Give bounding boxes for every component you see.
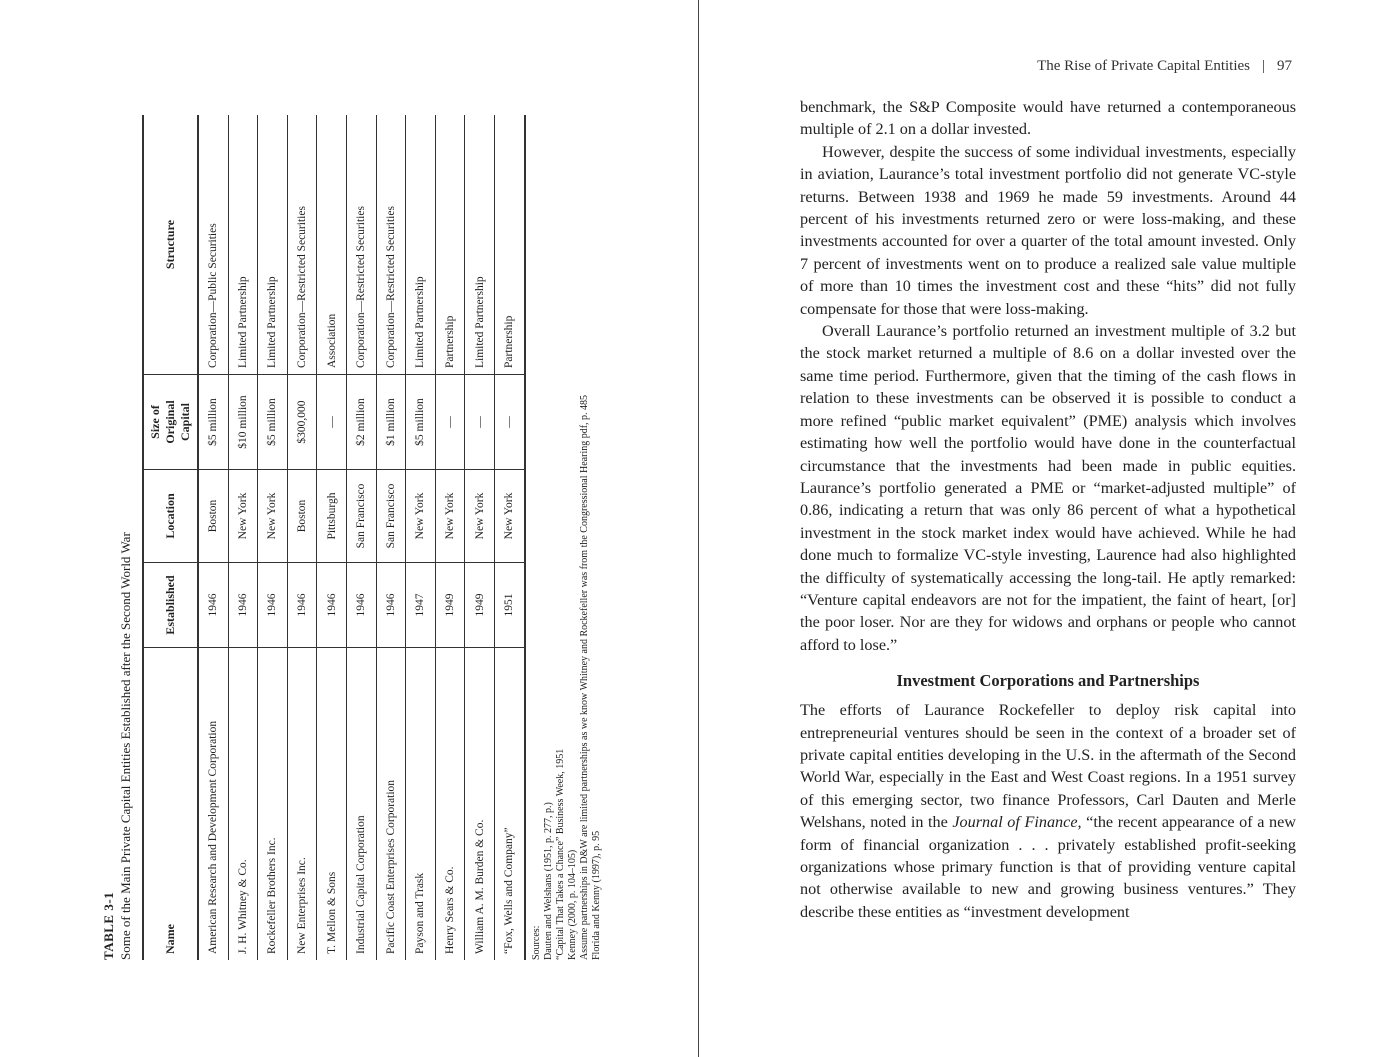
table-row — [228, 115, 258, 960]
cell-size: $5 million — [258, 375, 288, 470]
header-established: Established — [143, 563, 198, 648]
table-row — [435, 115, 465, 960]
header-size-line1: Size of — [148, 405, 162, 439]
cell-structure: Corporation—Restricted Securities — [376, 115, 406, 375]
cell-structure: Limited Partnership — [228, 115, 258, 375]
running-head-separator: | — [1261, 58, 1265, 74]
table-row — [406, 115, 436, 960]
header-size-line2: Original Capital — [163, 400, 192, 444]
body-text — [800, 96, 1296, 923]
header-structure: Structure — [143, 115, 198, 375]
cell-location: Pittsburgh — [317, 470, 347, 563]
cell-location: Boston — [287, 470, 317, 563]
cell-established: 1946 — [376, 563, 406, 648]
cell-size: $300,000 — [287, 375, 317, 470]
paragraph: Overall Laurance’s portfolio returned an investment multiple of 3.2 but the stock market returned a multiple of 8.6 on a dollar invested over the same time period. Furthermore, given that the timing of the cash flows in relation to these investments can be observed it is possible to conduct a more refined “public market equivalent” (PME) analysis which involves estimating how well the portfolio would have done in the counterfactual circumstance that the investments had been made in public equities. Laurance’s portfolio generated a PME or “market-adjusted multiple” of 0.86, indicating a return that was only 86 percent of what a hypothetical investment in the stock market index would have achieved. While he had done much to formalize VC-style investing, Laurence had also highlighted the difficulty of systematically accessing the long-tail. He aptly remarked: “Venture capital endeavors are not for the impatient, the faint of heart, [or] the poor loser. Nor are they for widows and orphans or people who cannot afford to lose.” — [800, 322, 1296, 654]
cell-location: New York — [494, 470, 524, 563]
cell-established: 1947 — [406, 563, 436, 648]
cell-location: Boston — [198, 470, 228, 563]
cell-structure: Limited Partnership — [465, 115, 495, 375]
cell-established: 1951 — [494, 563, 524, 648]
cell-established: 1946 — [346, 563, 376, 648]
table-row — [317, 115, 347, 960]
cell-structure: Limited Partnership — [406, 115, 436, 375]
cell-name: Pacific Coast Enterprises Corporation — [376, 648, 406, 961]
table-row — [258, 115, 288, 960]
header-location: Location — [143, 470, 198, 563]
paragraph-text-before: The efforts of Laurance Rockefeller to deploy risk capital into entrepreneurial ventures should be seen in the context of a broader set of private capital entities developing in the U.S. in the aftermath of the Second World War, especially in the East and West Coast regions. In a 1951 survey of this emerging sector, two finance Professors, Carl Dauten and Merle Welshans, noted in the — [800, 701, 1296, 832]
table-caption: Some of the Main Private Capital Entities Established after the Second World War — [118, 532, 133, 960]
running-head — [1037, 58, 1292, 75]
cell-established: 1946 — [287, 563, 317, 648]
cell-name: Henry Sears & Co. — [435, 648, 465, 961]
table-row — [287, 115, 317, 960]
cell-established: 1946 — [228, 563, 258, 648]
cell-established: 1946 — [198, 563, 228, 648]
cell-structure: Corporation—Restricted Securities — [287, 115, 317, 375]
rotated-table-block — [100, 110, 620, 960]
capital-entities-table — [142, 115, 526, 960]
cell-structure: Partnership — [435, 115, 465, 375]
cell-name: J. H. Whitney & Co. — [228, 648, 258, 961]
cell-established: 1949 — [465, 563, 495, 648]
table-row — [465, 115, 495, 960]
cell-location: New York — [258, 470, 288, 563]
cell-location: New York — [435, 470, 465, 563]
cell-size: $5 million — [198, 375, 228, 470]
cell-name: “Fox, Wells and Company” — [494, 648, 524, 961]
journal-title: Journal of Finance, — [952, 813, 1082, 832]
cell-structure: Corporation—Public Securities — [198, 115, 228, 375]
paragraph — [800, 699, 1296, 923]
paragraph: benchmark, the S&P Composite would have returned a contemporaneous multiple of 2.1 on a dollar invested. — [800, 98, 1296, 139]
header-name: Name — [143, 648, 198, 961]
table-row — [198, 115, 228, 960]
cell-size: — — [317, 375, 347, 470]
cell-structure: Partnership — [494, 115, 524, 375]
cell-established: 1946 — [317, 563, 347, 648]
table-label: TABLE 3-1 — [101, 891, 116, 960]
cell-location: San Francisco — [346, 470, 376, 563]
cell-name: Payson and Trask — [406, 648, 436, 961]
running-head-title: The Rise of Private Capital Entities — [1037, 58, 1250, 74]
cell-location: New York — [406, 470, 436, 563]
page-number: 97 — [1277, 58, 1292, 74]
paragraph: However, despite the success of some individual investments, especially in aviation, Laurance’s total investment portfolio did not generate VC-style returns. Between 1938 and 1969 he made 59 investments. Around 44 percent of his investments returned zero or were loss-making, and these investments accounted for over a quarter of the total amount invested. Only 7 percent of investments went on to produce a realized sale value multiple of more than 10 times the investment cost and these “hits” did not fully compensate for those that were loss-making. — [800, 142, 1296, 318]
paragraph-text-after: “the recent appearance of a new form of financial organization . . . privately established profit-seeking organizations whose primary function is that of providing venture capital not otherwise available to new and growing business ventures.” They describe these entities as “investment development — [800, 813, 1296, 921]
cell-name: Industrial Capital Corporation — [346, 648, 376, 961]
header-size — [143, 375, 198, 470]
cell-name: Rockefeller Brothers Inc. — [258, 648, 288, 961]
cell-name: T. Mellon & Sons — [317, 648, 347, 961]
cell-size: — — [465, 375, 495, 470]
source-line: Dauten and Welshans (1951, p. 277, p.) — [542, 802, 554, 960]
cell-size: $1 million — [376, 375, 406, 470]
cell-location: San Francisco — [376, 470, 406, 563]
table-row — [494, 115, 524, 960]
table-row — [376, 115, 406, 960]
cell-structure: Limited Partnership — [258, 115, 288, 375]
cell-name: William A. M. Burden & Co. — [465, 648, 495, 961]
left-page — [0, 0, 699, 1057]
cell-name: New Enterprises Inc. — [287, 648, 317, 961]
right-page — [700, 0, 1400, 1057]
cell-location: New York — [465, 470, 495, 563]
cell-size: $2 million — [346, 375, 376, 470]
cell-structure: Association — [317, 115, 347, 375]
table-row — [346, 115, 376, 960]
source-line: “Capital That Takes a Chance” Business Week, 1951 — [554, 748, 566, 960]
cell-size: — — [494, 375, 524, 470]
source-line: Sources: — [530, 925, 542, 960]
source-line: Assume partnerships in D&W are limited partnerships as we know Whitney and Rockefeller was from the Congressional Hearing pdf, p. 485 — [578, 394, 590, 960]
cell-size: — — [435, 375, 465, 470]
cell-location: New York — [228, 470, 258, 563]
cell-established: 1946 — [258, 563, 288, 648]
source-line: Florida and Kenny (1997), p. 95 — [590, 830, 602, 960]
source-line: Kenney (2000, p. 104–105) — [566, 849, 578, 960]
cell-size: $5 million — [406, 375, 436, 470]
cell-size: $10 million — [228, 375, 258, 470]
cell-established: 1949 — [435, 563, 465, 648]
table-header-row — [143, 115, 198, 960]
table-sources — [531, 110, 603, 960]
section-heading: Investment Corporations and Partnerships — [896, 671, 1200, 691]
cell-name: American Research and Development Corporation — [198, 648, 228, 961]
cell-structure: Corporation—Restricted Securities — [346, 115, 376, 375]
